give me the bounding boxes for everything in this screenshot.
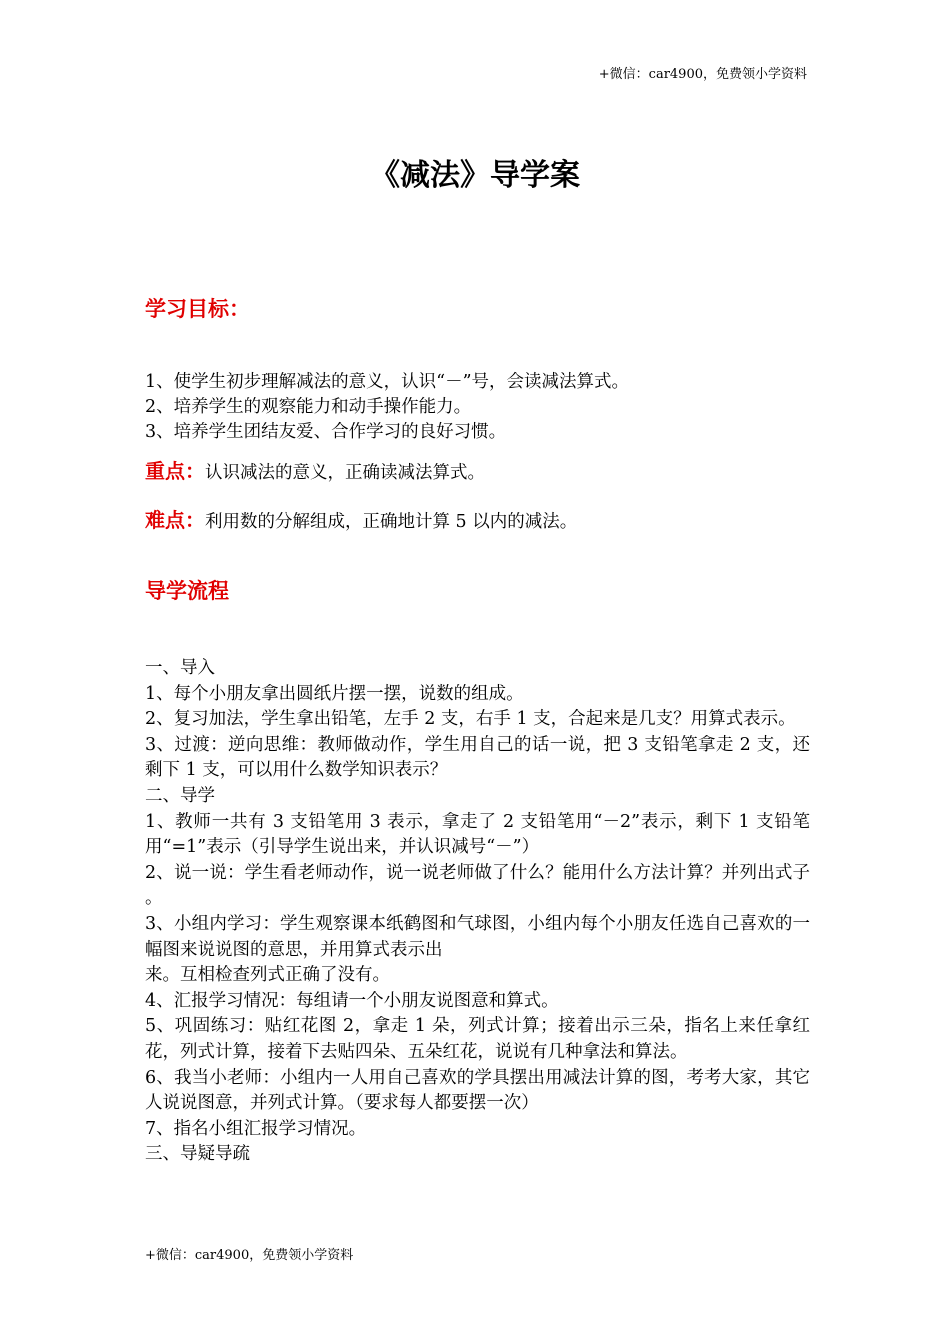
difficulty-label: 难点：: [145, 508, 205, 532]
process-paragraph: 7、指名小组汇报学习情况。: [145, 1118, 367, 1139]
process-paragraph: 三、导疑导疏: [145, 1144, 250, 1165]
process-paragraph: 来。互相检查列式正确了没有。: [145, 965, 390, 986]
key-point-label: 重点：: [145, 459, 205, 483]
process-paragraph: 2、说一说：学生看老师动作，说一说老师做了什么？能用什么方法计算？并列出式子 。: [145, 862, 810, 909]
objectives-heading: 学习目标：: [145, 297, 250, 321]
process-paragraph: 二、导学: [145, 785, 215, 806]
objective-item: 1、使学生初步理解减法的意义，认识“－”号，会读减法算式。: [145, 372, 630, 392]
key-point-text: 认识减法的意义，正确读减法算式。: [205, 463, 485, 483]
objective-item: 3、培养学生团结友爱、合作学习的良好习惯。: [145, 422, 507, 442]
difficulty: [145, 505, 577, 537]
process-paragraph: 3、小组内学习：学生观察课本纸鹤图和气球图，小组内每个小朋友任选自己喜欢的一幅图来说说图的意思，并用算式表示出: [145, 913, 810, 960]
process-paragraph: 一、导入: [145, 658, 215, 678]
page-title: 《减法》导学案: [370, 158, 580, 193]
process-heading: 导学流程: [145, 579, 229, 603]
process-paragraph: 3、过渡：逆向思维：教师做动作，学生用自己的话一说，把 3 支铅笔拿走 2 支，还剩下 1 支，可以用什么数学知识表示？: [145, 734, 810, 781]
process-paragraph: 4、汇报学习情况：每组请一个小朋友说图意和算式。: [145, 990, 559, 1011]
objectives-list: [145, 370, 810, 445]
process-paragraph: 1、每个小朋友拿出圆纸片摆一摆，说数的组成。: [145, 683, 524, 704]
footer-note: +微信：car4900，免费领小学资料: [145, 1248, 354, 1263]
process-paragraph: 2、复习加法，学生拿出铅笔，左手 2 支，右手 1 支，合起来是几支？用算式表示。: [145, 709, 796, 730]
key-point: [145, 456, 485, 488]
process-paragraph: 5、巩固练习：贴红花图 2，拿走 1 朵，列式计算；接着出示三朵，指名上来任拿红花，列式计算，接着下去贴四朵、五朵红花，说说有几种拿法和算法。: [145, 1016, 810, 1062]
objective-item: 2、培养学生的观察能力和动手操作能力。: [145, 397, 472, 417]
process-paragraph: 1、教师一共有 3 支铅笔用 3 表示，拿走了 2 支铅笔用“－2”表示，剩下 1 支铅笔用“=1”表示（引导学生说出来，并认识减号“－”）: [145, 811, 810, 858]
process-paragraph: 6、我当小老师：小组内一人用自己喜欢的学具摆出用减法计算的图，考考大家，其它人说说图意，并列式计算。（要求每人都要摆一次）: [145, 1067, 810, 1114]
difficulty-text: 利用数的分解组成，正确地计算 5 以内的减法。: [205, 512, 578, 532]
process-body: [145, 656, 810, 1168]
header-note: +微信：car4900，免费领小学资料: [598, 67, 807, 82]
